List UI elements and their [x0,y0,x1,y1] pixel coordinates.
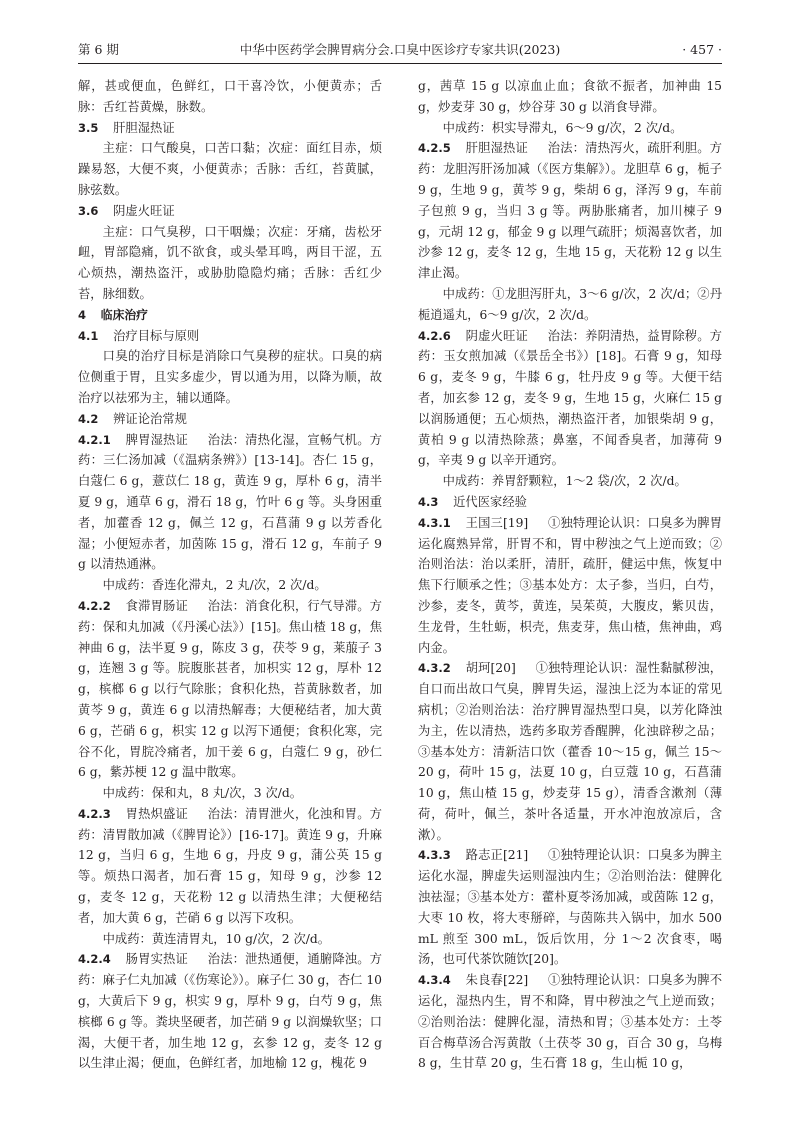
patent-medicine-line: 中成药：枳实导滞丸，6～9 g/次，2 次/d。 [442,120,683,135]
patent-medicine-line: 中成药：①龙胆泻肝丸，3～6 g/次，2 次/d；②丹栀逍遥丸，6～9 g/次，2 次/d。 [418,286,722,322]
patent-medicine-line: 中成药：黄连清胃丸，10 g/次，2 次/d。 [102,931,331,946]
section-heading-4-2: 4.2 辨证论治常规 [78,411,187,426]
header-rule [78,63,722,64]
paragraph: 主症：口气臭秽，口干咽燥；次症：牙痛，齿松牙衄，胃部隐痛，饥不欲食，或头晕耳鸣，两目干涩，五心烦热，潮热盗汗，或胁肋隐隐灼痛；舌脉：舌红少苔，脉细数。 [78,224,382,301]
journal-title: 中华中医药学会脾胃病分会.口臭中医诊疗专家共识(2023) [239,42,561,57]
patent-medicine-line: 中成药：香连化滞丸，2 丸/次，2 次/d。 [102,578,327,593]
subsection-4-2-3: 4.2.3 胃热炽盛证 治法：清胃泄火，化浊和胃。方药：清胃散加减（《脾胃论》）[16-17]。黄连 9 g，升麻 12 g，当归 6 g，生地 6 g，丹皮 9 g，蒲公英 15 g 等。烦热口渴者，加石膏 15 g，知母 9 g，沙参 12 g，麦冬 12 g，天花粉 12 g 以清热生津；大便秘结者，加大黄 6 g，芒硝 6 g 以泻下攻积。 [78,806,382,925]
issue-number: 第 6 期 [78,42,119,57]
subsection-4-2-4: 4.2.4 肠胃实热证 治法：泄热通便，通腑降浊。方药：麻子仁丸加减（《伤寒论》）。麻子仁 30 g，杏仁 10 g，大黄后下 9 g，枳实 9 g，厚朴 9 g，白芍 9 g，焦槟榔 6 g 等。粪块坚硬者，加芒硝 9 g 以润燥软坚；口渴，大便干者，加生地 12 g，玄参 12 g，麦冬 12 g 以生津止渴；便血，色鲜红者，加地榆 12 g，槐花 9 [78,952,382,1071]
left-column [78,76,382,1116]
paragraph: 主症：口气酸臭，口苦口黏；次症：面红目赤，烦躁易怒，大便不爽，小便黄赤；舌脉：舌红，苔黄腻，脉弦数。 [78,141,382,197]
running-header [78,40,722,60]
subsection-4-3-1: 4.3.1 王国三[19] ①独特理论认识：口臭多为脾胃运化腐熟异常，肝胃不和，胃中秽浊之气上逆而致；②治则治法：治以柔肝，清肝，疏肝，健运中焦，恢复中焦下行顺承之性；③基本处方：太子参，当归，白芍，沙参，麦冬，黄芩，黄连，吴茱萸，大腹皮，紫贝齿，生龙骨，生牡蛎，枳壳，焦麦芽，焦山楂，焦神曲，鸡内金。 [418,515,722,655]
section-heading-3-6: 3.6 阴虚火旺证 [78,203,175,218]
subsection-4-3-4: 4.3.4 朱良春[22] ①独特理论认识：口臭多为脾不运化，湿热内生，胃不和降，胃中秽浊之气上逆而致；②治则治法：健脾化湿，清热和胃；③基本处方：土苓百合梅草汤合泻黄散（土茯苓 30 g，百合 30 g，乌梅 8 g，生甘草 20 g，生石膏 18 g，生山栀 10 g， [418,973,722,1071]
subsection-4-2-1: 4.2.1 脾胃湿热证 治法：清热化湿，宣畅气机。方药：三仁汤加减（《温病条辨》）[13-14]。杏仁 15 g，白蔻仁 6 g，薏苡仁 18 g，黄连 9 g，厚朴 6 g，清半夏 9 g，通草 6 g，滑石 18 g，竹叶 6 g 等。头身困重者，加藿香 12 g，佩兰 12 g，石菖蒲 9 g 以芳香化湿；小便短赤者，加茵陈 15 g，滑石 12 g，车前子 9 g 以清热通淋。 [78,432,382,572]
right-column [418,76,722,1116]
section-heading-4-1: 4.1 治疗目标与原则 [78,328,200,343]
page-number: · 457 · [682,42,722,57]
subsection-4-2-6: 4.2.6 阴虚火旺证 治法：养阴清热，益胃除秽。方药：玉女煎加减（《景岳全书》）[18]。石膏 9 g，知母 6 g，麦冬 9 g，牛膝 6 g，牡丹皮 9 g 等。大便干结者，加玄参 12 g，麦冬 9 g，生地 15 g，火麻仁 15 g 以润肠通便；五心烦热，潮热盗汗者，加银柴胡 9 g，黄柏 9 g 以清热除蒸；鼻塞，不闻香臭者，加薄荷 9 g，辛夷 9 g 以辛开通窍。 [418,328,722,468]
paragraph: 口臭的治疗目标是消除口气臭秽的症状。口臭的病位侧重于胃，且实多虚少，胃以通为用，以降为顺，故治疗以祛邪为主，辅以通降。 [78,349,382,405]
paragraph: g，茜草 15 g 以凉血止血；食欲不振者，加神曲 15 g，炒麦芽 30 g，炒谷芽 30 g 以消食导滞。 [418,79,722,114]
patent-medicine-line: 中成药：养胃舒颗粒，1～2 袋/次，2 次/d。 [442,474,687,489]
subsection-4-3-2: 4.3.2 胡珂[20] ①独特理论认识：湿性黏腻秽浊，自口而出故口气臭，脾胃失运，湿浊上泛为本证的常见病机；②治则治法：治疗脾胃湿热型口臭，以芳化降浊为主，佐以清热，选药多取芳香醒脾，化浊辟秽之品；③基本处方：清新洁口饮（藿香 10～15 g，佩兰 15～20 g，荷叶 15 g，法夏 10 g，白豆蔻 10 g，石菖蒲 10 g，焦山楂 15 g，炒麦芽 15 g），清香含漱剂（薄荷，荷叶，佩兰，茶叶各适量，开水冲泡放凉后，含漱）。 [418,661,722,842]
section-heading-3-5: 3.5 肝胆湿热证 [78,120,175,135]
subsection-4-3-3: 4.3.3 路志正[21] ①独特理论认识：口臭多为脾主运化水湿，脾虚失运则湿浊内生；②治则治法：健脾化浊祛湿；③基本处方：藿朴夏苓汤加减，或茵陈 12 g，大枣 10 枚，将大枣掰碎，与茵陈共入锅中，加水 500 mL 煎至 300 mL，饭后饮用，分 1～2 次食枣，喝汤，也可代茶饮随饮[20]。 [418,848,722,967]
subsection-4-2-5: 4.2.5 肝胆湿热证 治法：清热泻火，疏肝利胆。方药：龙胆泻肝汤加减（《医方集解》）。龙胆草 6 g，栀子 9 g，生地 9 g，黄芩 9 g，柴胡 6 g，泽泻 9 g，车前子包煎 9 g，当归 3 g 等。两胁胀痛者，加川楝子 9 g，元胡 12 g，郁金 9 g 以理气疏肝；烦渴喜饮者，加沙参 12 g，麦冬 12 g，生地 15 g，天花粉 12 g 以生津止渴。 [418,141,722,281]
patent-medicine-line: 中成药：保和丸，8 丸/次，3 次/d。 [102,786,303,801]
section-heading-4-3: 4.3 近代医家经验 [418,494,527,509]
subsection-4-2-2: 4.2.2 食滞胃肠证 治法：消食化积，行气导滞。方药：保和丸加减（《丹溪心法》）[15]。焦山楂 18 g，焦神曲 6 g，法半夏 9 g，陈皮 3 g，茯苓 9 g，莱菔子 3 g，连翘 3 g 等。脘腹胀甚者，加枳实 12 g，厚朴 12 g，槟榔 6 g 以行气除胀；食积化热，苔黄脉数者，加黄芩 9 g，黄连 6 g 以清热解毒；大便秘结者，加大黄 6 g，芒硝 6 g，枳实 12 g 以泻下通便；食积化寒，完谷不化，胃脘冷痛者，加干姜 6 g，白蔻仁 9 g，砂仁 6 g，紫苏梗 12 g 温中散寒。 [78,598,382,780]
section-heading-4: 4 临床治疗 [78,307,148,322]
paragraph: 解，甚或便血，色鲜红，口干喜冷饮，小便黄赤；舌脉：舌红苔黄燥，脉数。 [78,79,382,114]
